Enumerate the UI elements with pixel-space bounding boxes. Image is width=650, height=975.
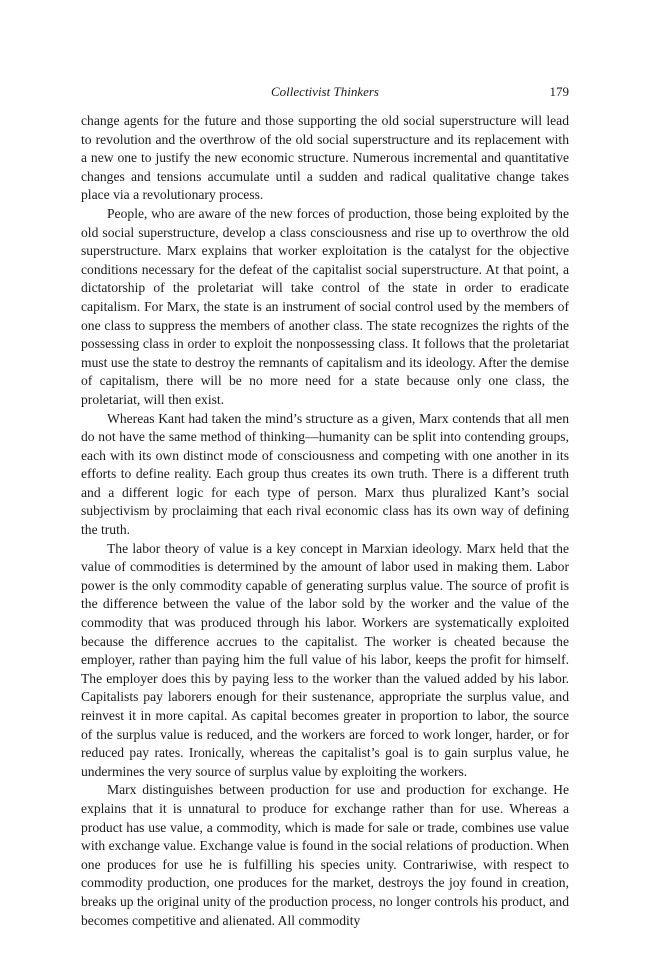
paragraph-continued: change agents for the future and those supporting the old social superstructure will lead to revolution and the overthrow of the old social superstructure and its replacement with a new one to justify the new economic structure. Numerous incremental and quantitative changes and tensions accumulate until a sudden and radical qualitative change takes place via a revolutionary process. bbox=[81, 113, 569, 203]
paragraph: People, who are aware of the new forces of production, those being exploited by the old social superstructure, develop a class consciousness and rise up to overthrow the old superstructure. Marx explains that worker exploitation is the catalyst for the objective conditions necessary for the defeat of the capitalist social superstructure. At that point, a dictatorship of the proletariat will take control of the state in order to eradicate capitalism. For Marx, the state is an instrument of social control used by the members of one class to suppress the members of another class. The state recognizes the rights of the possessing class in order to exploit the nonpossessing class. It follows that the proletariat must use the state to destroy the remnants of capitalism and its ideology. After the demise of capitalism, there will be no more need for a state because only one class, the proletariat, will then exist. bbox=[81, 205, 569, 407]
running-head bbox=[81, 84, 569, 104]
body-text bbox=[81, 112, 569, 930]
page-number: 179 bbox=[549, 84, 569, 99]
paragraph: The labor theory of value is a key concept in Marxian ideology. Marx held that the value of commodities is determined by the amount of labor used in making them. Labor power is the only commodity capable of generating surplus value. The source of profit is the difference between the value of the labor sold by the worker and the value of the commodity that was produced through his labor. Workers are systematically exploited because the difference accrues to the capitalist. The worker is cheated because the employer, rather than paying him the full value of his labor, keeps the profit for himself. The employer does this by paying less to the worker than the valued added by his labor. Capitalists pay laborers enough for their sustenance, appropriate the surplus value, and reinvest it in more capital. As capital becomes greater in proportion to labor, the source of the surplus value is reduced, and the workers are forced to work longer, harder, or for reduced pay rates. Ironically, whereas the capitalist’s goal is to gain surplus value, he undermines the very source of surplus value by exploiting the workers. bbox=[81, 540, 569, 779]
paragraph: Whereas Kant had taken the mind’s structure as a given, Marx contends that all men do not have the same method of thinking—humanity can be split into contending groups, each with its own distinct mode of consciousness and competing with one another in its efforts to define reality. Each group thus creates its own truth. There is a different truth and a different logic for each type of person. Marx thus pluralized Kant’s social subjectivism by proclaiming that each rival economic class has its own way of defining the truth. bbox=[81, 410, 569, 538]
paragraph: Marx distinguishes between production for use and production for exchange. He explains that it is unnatural to produce for exchange rather than for use. Whereas a product has use value, a commodity, which is made for sale or trade, combines use value with exchange value. Exchange value is found in the social relations of production. When one produces for use he is fulfilling his species unity. Contrariwise, with respect to commodity production, one produces for the market, destroys the joy found in creation, breaks up the original unity of the production process, no longer controls his product, and becomes competitive and alienated. All commodity bbox=[81, 782, 569, 928]
running-title: Collectivist Thinkers bbox=[271, 84, 379, 99]
